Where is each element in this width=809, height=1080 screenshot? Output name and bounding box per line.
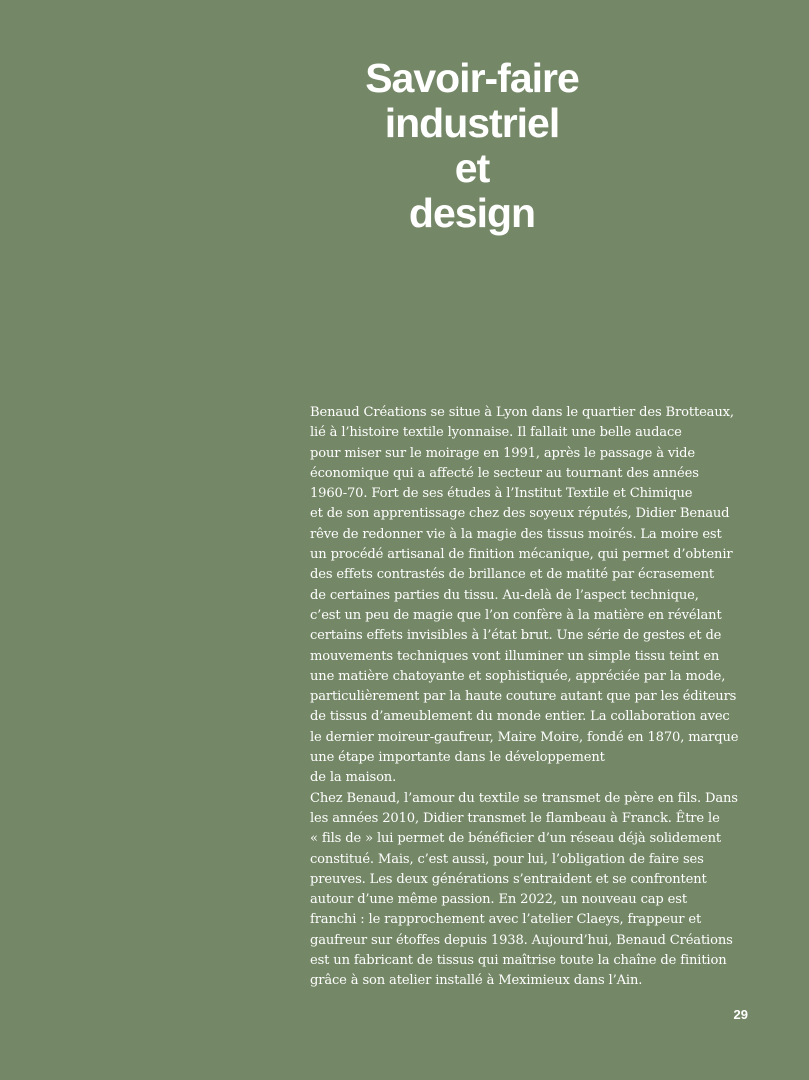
body-line: Benaud Créations se situe à Lyon dans le quartier des Brotteaux, xyxy=(310,405,734,420)
body-line: gaufreur sur étoffes depuis 1938. Aujourd’hui, Benaud Créations xyxy=(310,932,733,948)
title-line: Savoir-faire xyxy=(365,55,579,101)
body-line: de la maison. xyxy=(310,770,397,786)
body-line: 1960-70. Fort de ses études à l’Institut Textile et Chimique xyxy=(310,486,693,502)
body-line: lié à l’histoire textile lyonnaise. Il fallait une belle audace xyxy=(310,425,682,441)
body-line: « fils de » lui permet de bénéficier d’un réseau déjà solidement xyxy=(310,831,721,847)
body-line: preuves. Les deux générations s’entraident et se confrontent xyxy=(310,871,707,887)
title-line: et xyxy=(454,145,490,191)
body-line: constitué. Mais, c’est aussi, pour lui, l’obligation de faire ses xyxy=(310,851,704,867)
body-line: économique qui a affecté le secteur au tournant des années xyxy=(310,465,699,481)
body-line: rêve de redonner vie à la magie des tissus moirés. La moire est xyxy=(310,526,722,542)
body-line: mouvements techniques vont illuminer un simple tissu teint en xyxy=(310,648,720,664)
body-line: des effets contrastés de brillance et de matité par écrasement xyxy=(310,567,715,583)
body-line: les années 2010, Didier transmet le flambeau à Franck. Être le xyxy=(310,810,720,826)
body-line: autour d’une même passion. En 2022, un nouveau cap est xyxy=(310,892,687,908)
body-line: grâce à son atelier installé à Meximieux dans l’Ain. xyxy=(310,973,643,989)
body-line: c’est un peu de magie que l’on confère à la matière en révélant xyxy=(310,607,722,623)
body-line: une matière chatoyante et sophistiquée, appréciée par la mode, xyxy=(310,668,726,684)
body-line: pour miser sur le moirage en 1991, après le passage à vide xyxy=(310,445,696,461)
body-line: un procédé artisanal de finition mécanique, qui permet d’obtenir xyxy=(310,547,733,563)
body-line: de certaines parties du tissu. Au-delà de l’aspect technique, xyxy=(310,587,699,603)
body-line: particulièrement par la haute couture autant que par les éditeurs xyxy=(310,689,737,705)
body-line: de tissus d’ameublement du monde entier. La collaboration avec xyxy=(310,709,730,725)
body-text xyxy=(310,403,770,992)
body-line: une étape importante dans le développement xyxy=(310,750,605,766)
body-line: Chez Benaud, l’amour du textile se transmet de père en fils. Dans xyxy=(310,790,738,806)
body-line: le dernier moireur-gaufreur, Maire Moire, fondé en 1870, marque xyxy=(310,729,739,745)
body-line: certains effets invisibles à l’état brut. Une série de gestes et de xyxy=(310,628,722,644)
page-title xyxy=(300,56,644,236)
title-line: design xyxy=(408,190,536,236)
body-line: et de son apprentissage chez des soyeux réputés, Didier Benaud xyxy=(310,506,730,522)
body-line: est un fabricant de tissus qui maîtrise toute la chaîne de finition xyxy=(310,953,727,969)
title-line: industriel xyxy=(384,100,560,146)
body-line: franchi : le rapprochement avec l’atelier Claeys, frappeur et xyxy=(310,912,702,928)
page-number: 29 xyxy=(733,1007,748,1022)
